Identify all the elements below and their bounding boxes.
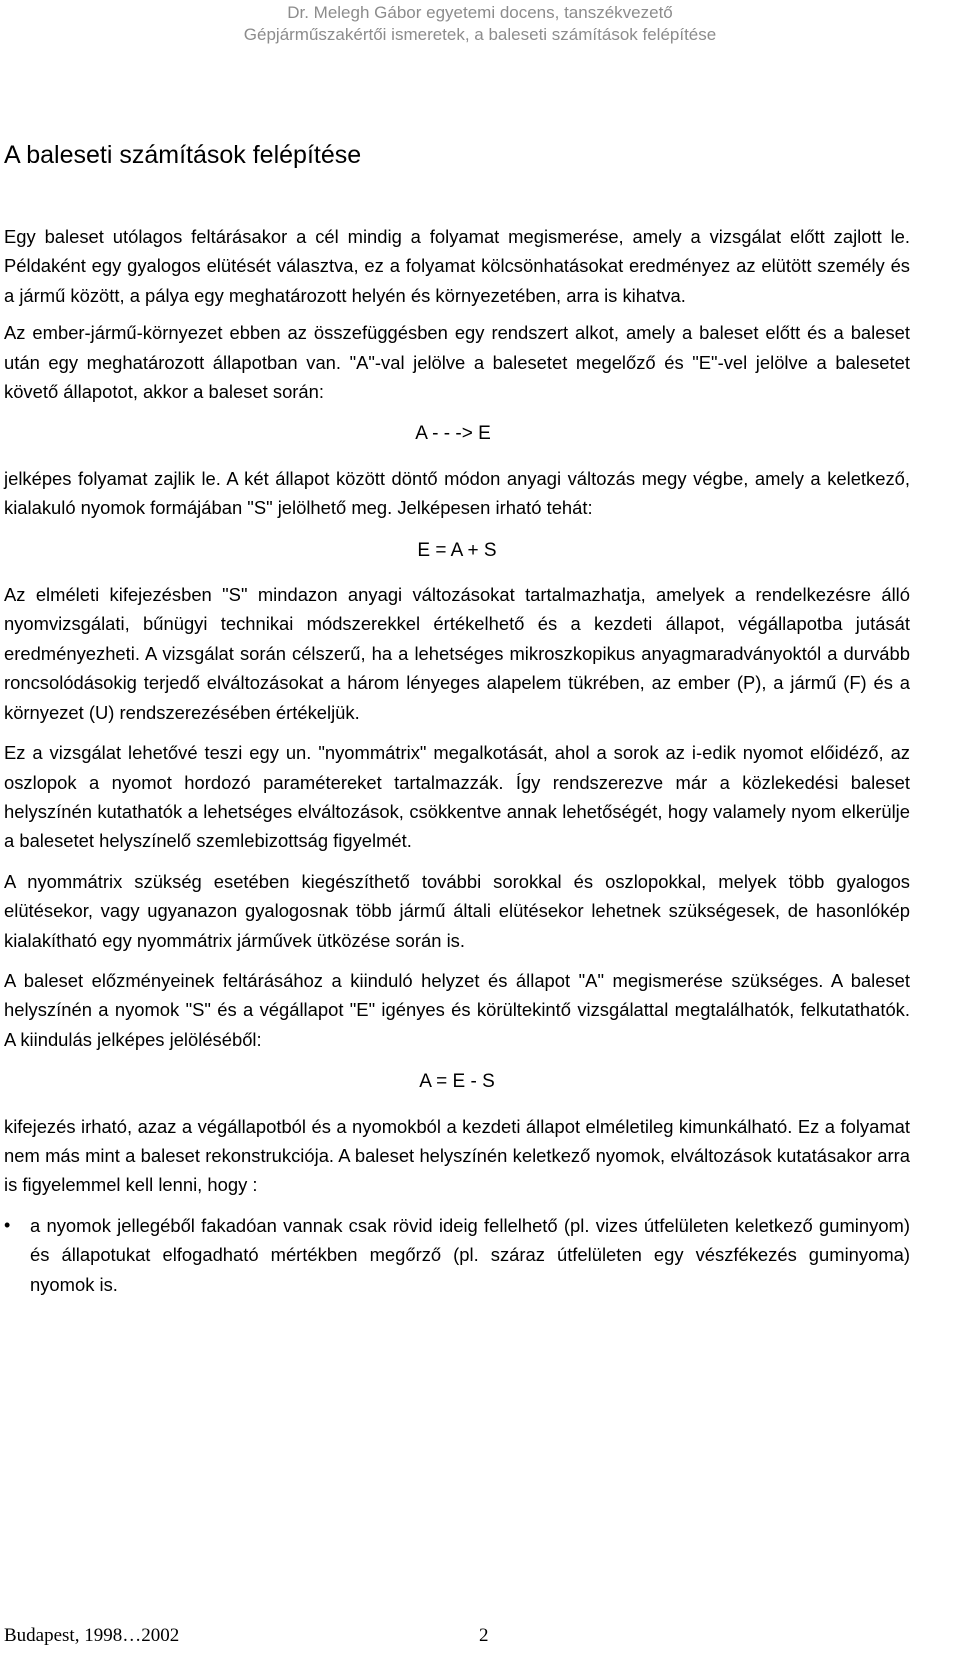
formula-e-equals: E = A + S — [417, 539, 497, 561]
paragraph-7: A baleset előzményeinek feltárásához a kiinduló helyzet és állapot "A" megismerése szükséges. A baleset helyszínén a nyomok "S" és a végállapot "E" igényes és körültekintő vizsgálattal megtalálhatók, felkutathatók. A kiindulás jelképes jelöléséből: — [4, 969, 910, 1050]
list-item-text: a nyomok jellegéből fakadóan vannak csak rövid ideig fellelhető (pl. vizes útfelületen keletkező guminyom) és állapotukat elfogadható mértékben megőrző (pl. száraz útfelületen egy vészfékezés guminyoma) nyomok is. — [30, 1214, 910, 1295]
bullet-list — [4, 1211, 910, 1299]
paragraph-5: Ez a vizsgálat lehetővé teszi egy un. "nyommátrix" megalkotását, ahol a sorok az i-edik nyomot előidéző, az oszlopok a nyomot hordozó paramétereket tartalmazzák. Így rendszerezve már a közlekedési baleset helyszínén kutathatók a lehetséges elváltozások, csökkentve annak lehetőségét, hogy valamely nyom elkerülje a balesetet helyszínelő szemlebizottság figyelmét. — [4, 742, 910, 852]
bullet-icon: • — [4, 1214, 11, 1235]
footer-place-date: Budapest, 1998…2002 — [4, 1625, 180, 1646]
paragraph-1: Egy baleset utólagos feltárásakor a cél mindig a folyamat megismerése, amely a vizsgálat előtt zajlott le. Példaként egy gyalogos elütését választva, ez a folyamat kölcsönhatásokat eredményez az elütött személy és a jármű között, a pálya egy meghatározott helyén és környezetében, arra is kihatva. — [4, 226, 910, 306]
list-item — [4, 1211, 910, 1299]
formula-a-to-e: A - - -> E — [415, 423, 491, 445]
paragraph-4: Az elméleti kifejezésben "S" mindazon anyagi változásokat tartalmazhatja, amelyek a rendelkezésre álló nyomvizsgálati, bűnügyi technikai módszerekkel értékelhető és a kezdeti állapot, végállapotba jutását eredményezheti. A vizsgálat során célszerű, ha a lehetséges mikroszkopikus anyagmaradványoktól a durvább roncsolódásokig terjedő elváltozásokat a három lényeges alapelem tükrében, az ember (P), a jármű (F) és a környezet (U) rendszerezésében értékeljük. — [4, 584, 910, 723]
paragraph-8: kifejezés irható, azaz a végállapotból és a nyomokból a kezdeti állapot elméletileg kimunkálható. Ez a folyamat nem más mint a baleset rekonstrukciója. A baleset helyszínén keletkező nyomok, elváltozások kutatásakor arra is figyelemmel kell lenni, hogy : — [4, 1115, 910, 1196]
formula-a-equals: A = E - S — [419, 1071, 495, 1093]
document-title: A baleseti számítások felépítése — [4, 141, 362, 169]
paragraph-6: A nyommátrix szükség esetében kiegészíthető további sorokkal és oszlopokkal, melyek több gyalogos elütésekor, vagy ugyanazon gyalogosnak több jármű általi elütésekor lehetnek szükségesek, de hasonlókép kialakítható egy nyommátrix járművek ütközése során is. — [4, 870, 910, 951]
page-number: 2 — [479, 1625, 489, 1646]
paragraph-2: Az ember-jármű-környezet ebben az összefüggésben egy rendszert alkot, amely a baleset előtt és a baleset után egy meghatározott állapotban van. "A"-val jelölve a balesetet megelőző és "E"-vel jelölve a balesetet követő állapotot, akkor a baleset során: — [4, 322, 910, 403]
header-author: Dr. Melegh Gábor egyetemi docens, tanszékvezető — [287, 3, 673, 22]
document-body — [4, 222, 910, 1299]
header-subtitle: Gépjárműszakértői ismeretek, a baleseti számítások felépítése — [243, 25, 717, 44]
paragraph-3: jelképes folyamat zajlik le. A két állapot között döntő módon anyagi változás megy végbe, amely a keletkező, kialakuló nyomok formájában "S" jelölhető meg. Jelképesen irható tehát: — [4, 467, 910, 519]
